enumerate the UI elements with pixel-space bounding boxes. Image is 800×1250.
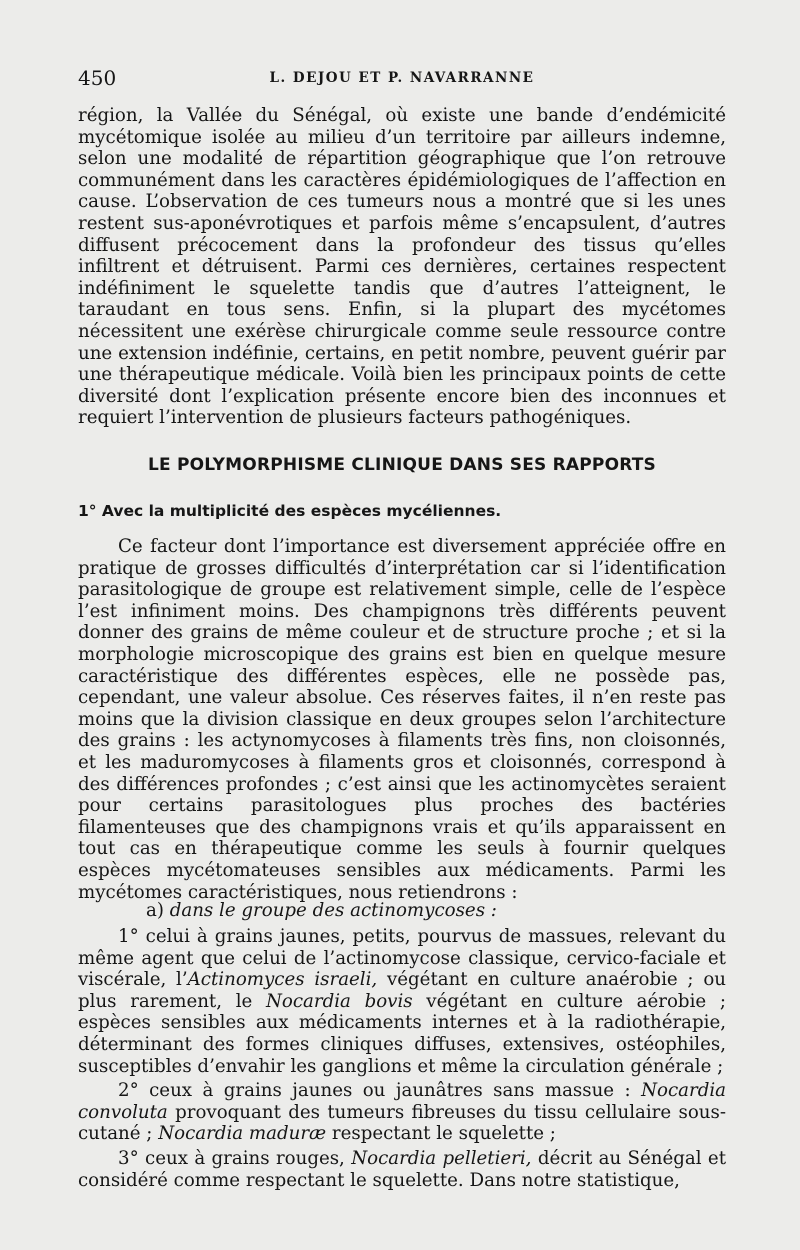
page-header [78,66,726,90]
main-paragraph: Ce facteur dont l’importance est diversement appréciée offre en pratique de grosses difficultés d’interprétation car si l’identification parasitologique de groupe est relativement simple, celle de l’espèce l’est infiniment moins. Des champignons très différents peuvent donner des grains de même couleur et de structure proche ; et si la morphologie microscopique des grains est bien en quelque mesure caractéristique des différentes espèces, elle ne possède pas, cependant, une valeur absolue. Ces réserves faites, il n’en reste pas moins que la division classique en deux groupes selon l’architecture des grains : les actynomycoses à filaments très fins, non cloisonnés, et les maduromycoses à filaments gros et cloisonnés, correspond à des différences profondes ; c’est ainsi que les actinomycètes seraient pour certains parasitologues plus proches des bactéries filamenteuses que des champignons vrais et qu’ils apparaissent en tout cas en thérapeutique comme les seuls à fournir quelques espèces mycétomateuses sensibles aux médicaments. Parmi les mycétomes caractéristiques, nous retiendrons : [78,536,726,903]
intro-paragraph: région, la Vallée du Sénégal, où existe une bande d’endémicité mycétomique isolée au milieu d’un territoire par ailleurs indemne, selon une modalité de répartition géographique que l’on retrouve communément dans les caractères épidémiologiques de l’affection en cause. L’observation de ces tumeurs nous a montré que si les unes restent sus-aponévrotiques et parfois même s’encapsulent, d’autres diffusent précocement dans la profondeur des tissus qu’elles infiltrent et détruisent. Parmi ces dernières, certaines respectent indéfiniment le squelette tandis que d’autres l’atteignent, le taraudant en tous sens. Enfin, si la plupart des mycétomes nécessitent une exérèse chirurgicale comme seule ressource contre une extension indéfinie, certains, en petit nombre, peuvent guérir par une thérapeutique médicale. Voilà bien les principaux points de cette diversité dont l’explication présente encore bien des inconnues et requiert l’intervention de plusieurs facteurs pathogéniques. [78,105,726,429]
page-number: 450 [78,66,117,90]
intro-paragraph-block [78,105,726,429]
group-heading-prefix: a) [146,900,170,921]
list-item: 2° ceux à grains jaunes ou jaunâtres sans massue : Nocardia convoluta provoquant des tumeurs fibreuses du tissu cellulaire sous-cutané ; Nocardia maduræ respectant le squelette ; [78,1080,726,1145]
main-paragraph-block [78,536,726,903]
list-item: 1° celui à grains jaunes, petits, pourvus de massues, relevant du même agent que celui de l’actinomycose classique, cervico-faciale et viscérale, l’Actinomyces israeli, végétant en culture anaérobie ; ou plus rarement, le Nocardia bovis végétant en culture aérobie ; espèces sensibles aux médicaments internes et à la radiothérapie, déterminant des formes cliniques diffuses, extensives, ostéophiles, susceptibles d’envahir les ganglions et même la circulation générale ; [78,926,726,1077]
species-list [78,926,726,1191]
group-heading-block [78,900,726,922]
section-title: LE POLYMORPHISME CLINIQUE DANS SES RAPPORTS [148,455,656,475]
subsection-title: 1° Avec la multiplicité des espèces mycéliennes. [78,502,502,520]
group-heading-text: dans le groupe des actinomycoses : [169,900,497,921]
group-heading [78,900,726,922]
running-head: L. DEJOU ET P. NAVARRANNE [269,70,535,86]
list-item: 3° ceux à grains rouges, Nocardia pelletieri, décrit au Sénégal et considéré comme respectant le squelette. Dans notre statistique, [78,1147,726,1191]
